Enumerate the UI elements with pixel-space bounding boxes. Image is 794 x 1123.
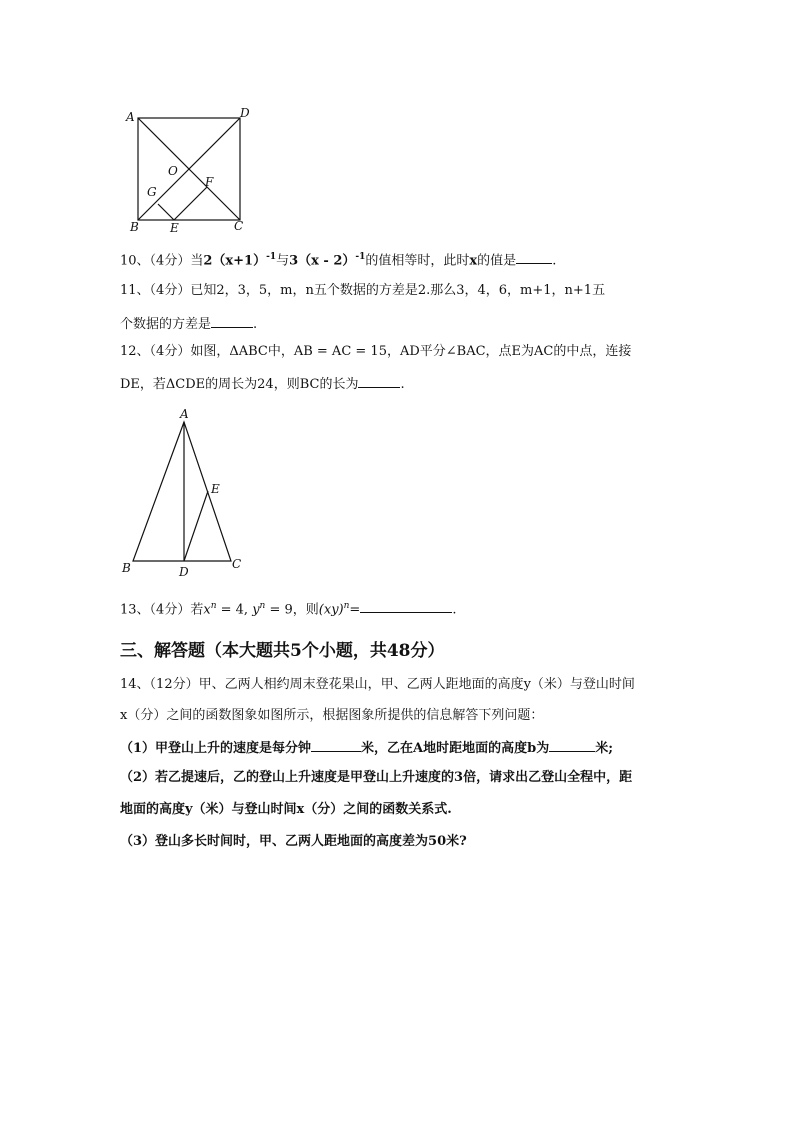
q14-part-1-text-c: 米; bbox=[595, 741, 614, 756]
label-d: D bbox=[179, 565, 189, 579]
q10-number: 10、（4分） bbox=[120, 253, 191, 269]
label-g: G bbox=[147, 185, 157, 199]
q11-end: . bbox=[253, 317, 258, 332]
question-11-line-2 bbox=[120, 313, 257, 335]
q10-text-2: 与 bbox=[276, 253, 290, 269]
q13-xy-power: n bbox=[343, 601, 350, 611]
q12-end: . bbox=[400, 377, 405, 392]
label-f: F bbox=[205, 175, 214, 189]
label-a: A bbox=[180, 407, 189, 421]
q14-part-1-text-b: 米，乙在A地时距地面的高度b为 bbox=[361, 741, 550, 756]
segment-ef bbox=[174, 187, 207, 220]
question-14-part-2-line-1: （2）若乙提速后，乙的登山上升速度是甲登山上升速度的3倍，请求出乙登山全程中，距 bbox=[120, 770, 633, 785]
question-12-line-1: 12、（4分）如图，ΔABC中，AB = AC = 15，AD平分∠BAC，点E为AC的中点，连接 bbox=[120, 344, 632, 359]
q13-y: y bbox=[252, 602, 260, 618]
q14-part-1-text-a: （1）甲登山上升的速度是每分钟 bbox=[120, 741, 312, 756]
label-c: C bbox=[232, 557, 242, 571]
q13-answer-blank bbox=[360, 598, 452, 613]
label-c: C bbox=[234, 219, 244, 233]
question-14-part-1 bbox=[120, 737, 613, 759]
q13-text-3: = bbox=[349, 602, 361, 618]
q13-xy: (xy) bbox=[318, 602, 344, 618]
label-e: E bbox=[211, 482, 220, 496]
q13-end: . bbox=[452, 602, 457, 618]
q13-x: x bbox=[203, 602, 211, 618]
q12-text: DE，若ΔCDE的周长为24，则BC的长为 bbox=[120, 377, 359, 392]
segment-eg bbox=[158, 204, 174, 220]
q14-part-1-blank-2 bbox=[549, 737, 595, 752]
q13-x-power: n bbox=[210, 601, 217, 611]
q10-var-x: x bbox=[469, 253, 478, 269]
square-figure bbox=[124, 105, 256, 235]
question-11-line-1: 11、（4分）已知2，3，5，m，n五个数据的方差是2.那么3，4，6，m+1，n+1五 bbox=[120, 283, 606, 298]
question-14-line-1: 14、（12分）甲、乙两人相约周末登花果山，甲、乙两人距地面的高度y（米）与登山时间 bbox=[120, 677, 635, 692]
q11-answer-blank bbox=[211, 313, 253, 328]
label-b: B bbox=[122, 561, 131, 575]
question-12-line-2 bbox=[120, 373, 405, 395]
q10-text-1: 当 bbox=[190, 253, 204, 269]
q13-eq-2: = 9 bbox=[265, 602, 293, 618]
label-a: A bbox=[126, 110, 135, 124]
q10-power-2: -1 bbox=[355, 252, 366, 262]
question-14-part-2-line-2: 地面的高度y（米）与登山时间x（分）之间的函数关系式. bbox=[120, 802, 452, 817]
q11-text: 个数据的方差是 bbox=[120, 317, 212, 332]
q10-end: . bbox=[552, 253, 557, 269]
triangle-figure bbox=[120, 405, 250, 580]
section-3-heading: 三、解答题（本大题共5个小题，共48分） bbox=[120, 641, 445, 661]
q12-answer-blank bbox=[358, 373, 400, 388]
q13-text-2: ，则 bbox=[292, 602, 319, 618]
segment-de bbox=[184, 491, 208, 561]
question-14-part-3: （3）登山多长时间时，甲、乙两人距地面的高度差为50米? bbox=[120, 834, 467, 849]
label-d: D bbox=[240, 106, 250, 120]
question-13 bbox=[120, 596, 456, 620]
q10-answer-blank bbox=[516, 249, 552, 264]
q10-expr-1: 2（x+1） bbox=[203, 253, 267, 269]
label-o: O bbox=[168, 164, 178, 178]
q10-text-3: 的值相等时，此时 bbox=[365, 253, 470, 269]
q13-text-1: 若 bbox=[190, 602, 204, 618]
label-e: E bbox=[170, 221, 179, 235]
q13-number: 13、（4分） bbox=[120, 602, 191, 618]
question-14-line-2: x（分）之间的函数图象如图所示，根据图象所提供的信息解答下列问题： bbox=[120, 708, 544, 723]
q13-eq-1: = 4, bbox=[216, 602, 253, 618]
q10-text-4: 的值是 bbox=[477, 253, 517, 269]
q13-y-power: n bbox=[259, 601, 266, 611]
q10-power-1: -1 bbox=[266, 252, 277, 262]
label-b: B bbox=[130, 220, 139, 234]
q14-part-1-blank-1 bbox=[311, 737, 361, 752]
q10-expr-2: 3（x - 2） bbox=[289, 253, 356, 269]
question-10 bbox=[120, 247, 556, 271]
